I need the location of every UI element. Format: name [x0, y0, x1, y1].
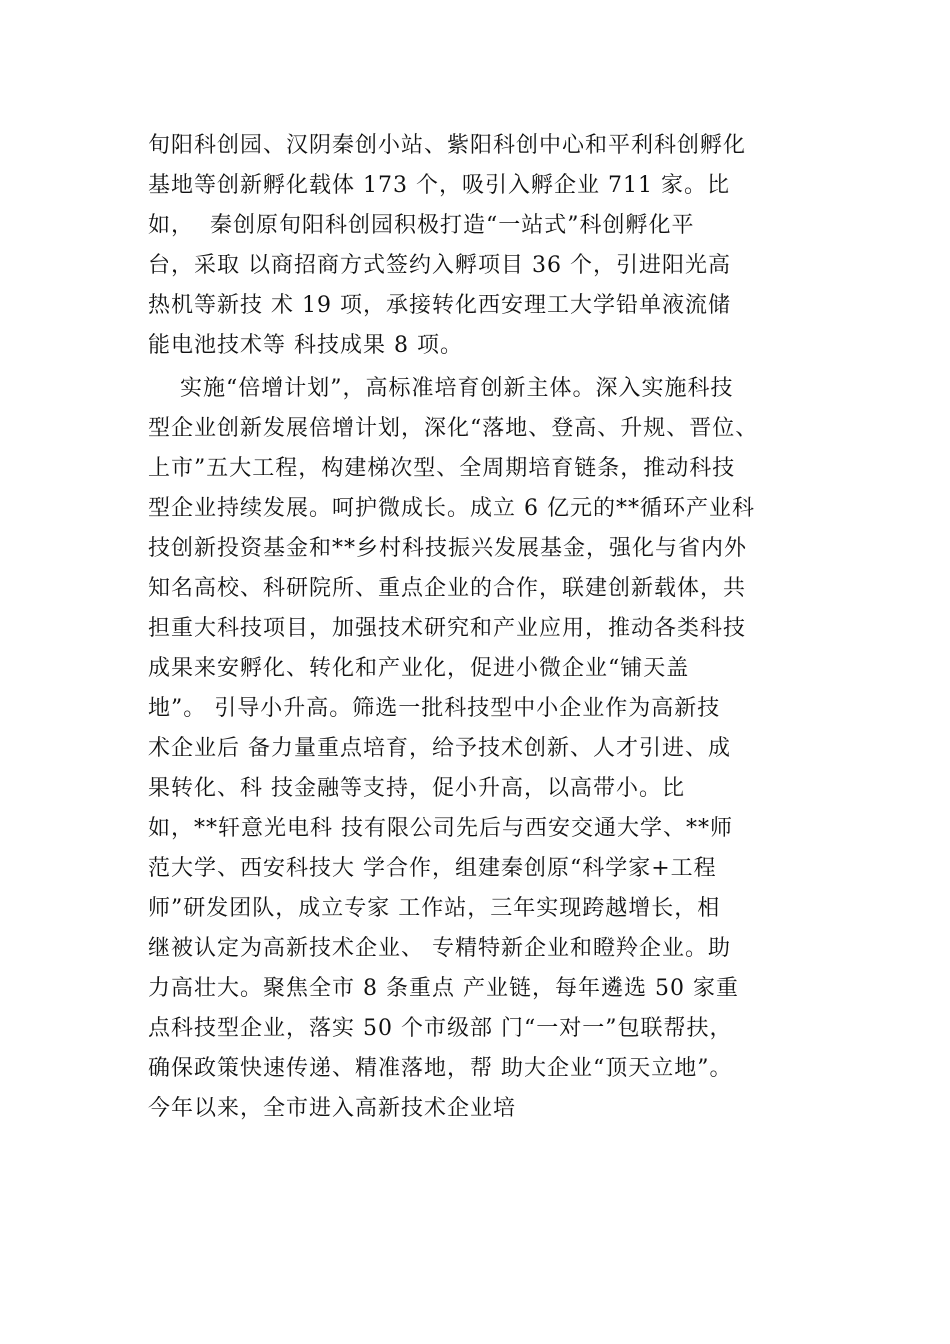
text-line: 担重大科技项目，加强技术研究和产业应用，推动各类科技 — [148, 616, 747, 641]
text-line: 今年以来，全市进入高新技术企业培 — [148, 1096, 517, 1121]
text-line: 范大学、西安科技大 学合作，组建秦创原“科学家+工程 — [148, 856, 717, 881]
text-line: 型企业创新发展倍增计划，深化“落地、登高、升规、晋位、 — [148, 416, 759, 441]
text-line: 师”研发团队，成立专家 工作站，三年实现跨越增长，相 — [148, 896, 721, 921]
text-line: 如， 秦创原旬阳科创园积极打造“一站式”科创孵化平 — [148, 213, 695, 238]
text-line: 果转化、科 技金融等支持，促小升高，以高带小。比 — [148, 776, 685, 801]
text-line: 力高壮大。聚焦全市 8 条重点 产业链，每年遴选 50 家重 — [148, 976, 739, 1001]
text-line: 实施“倍增计划”，高标准培育创新主体。深入实施科技 — [148, 376, 734, 401]
text-line: 基地等创新孵化载体 173 个，吸引入孵企业 711 家。比 — [148, 173, 730, 198]
text-line: 确保政策快速传递、精准落地，帮 助大企业“顶天立地”。 — [148, 1056, 733, 1081]
text-line: 成果来安孵化、转化和产业化，促进小微企业“铺天盖 — [148, 656, 690, 681]
text-line: 点科技型企业，落实 50 个市级部 门“一对一”包联帮扶， — [148, 1016, 733, 1041]
text-line: 型企业持续发展。呵护微成长。成立 6 亿元的**循环产业科 — [148, 496, 755, 521]
text-line: 能电池技术等 科技成果 8 项。 — [148, 333, 463, 358]
text-line: 术企业后 备力量重点培育，给予技术创新、人才引进、成 — [148, 736, 731, 761]
text-line: 知名高校、科研院所、重点企业的合作，联建创新载体，共 — [148, 576, 747, 601]
text-line: 热机等新技 术 19 项，承接转化西安理工大学铅单液流储 — [148, 293, 731, 318]
text-line: 旬阳科创园、汉阴秦创小站、紫阳科创中心和平利科创孵化 — [148, 133, 747, 158]
text-line: 上市”五大工程，构建梯次型、全周期培育链条，推动科技 — [148, 456, 736, 481]
text-line: 继被认定为高新技术企业、 专精特新企业和瞪羚企业。助 — [148, 936, 731, 961]
text-line: 台，采取 以商招商方式签约入孵项目 36 个，引进阳光高 — [148, 253, 731, 278]
text-line: 地”。 引导小升高。筛选一批科技型中小企业作为高新技 — [148, 696, 721, 721]
text-line: 技创新投资基金和**乡村科技振兴发展基金，强化与省内外 — [148, 536, 748, 561]
text-line: 如，**轩意光电科 技有限公司先后与西安交通大学、**师 — [148, 816, 733, 841]
